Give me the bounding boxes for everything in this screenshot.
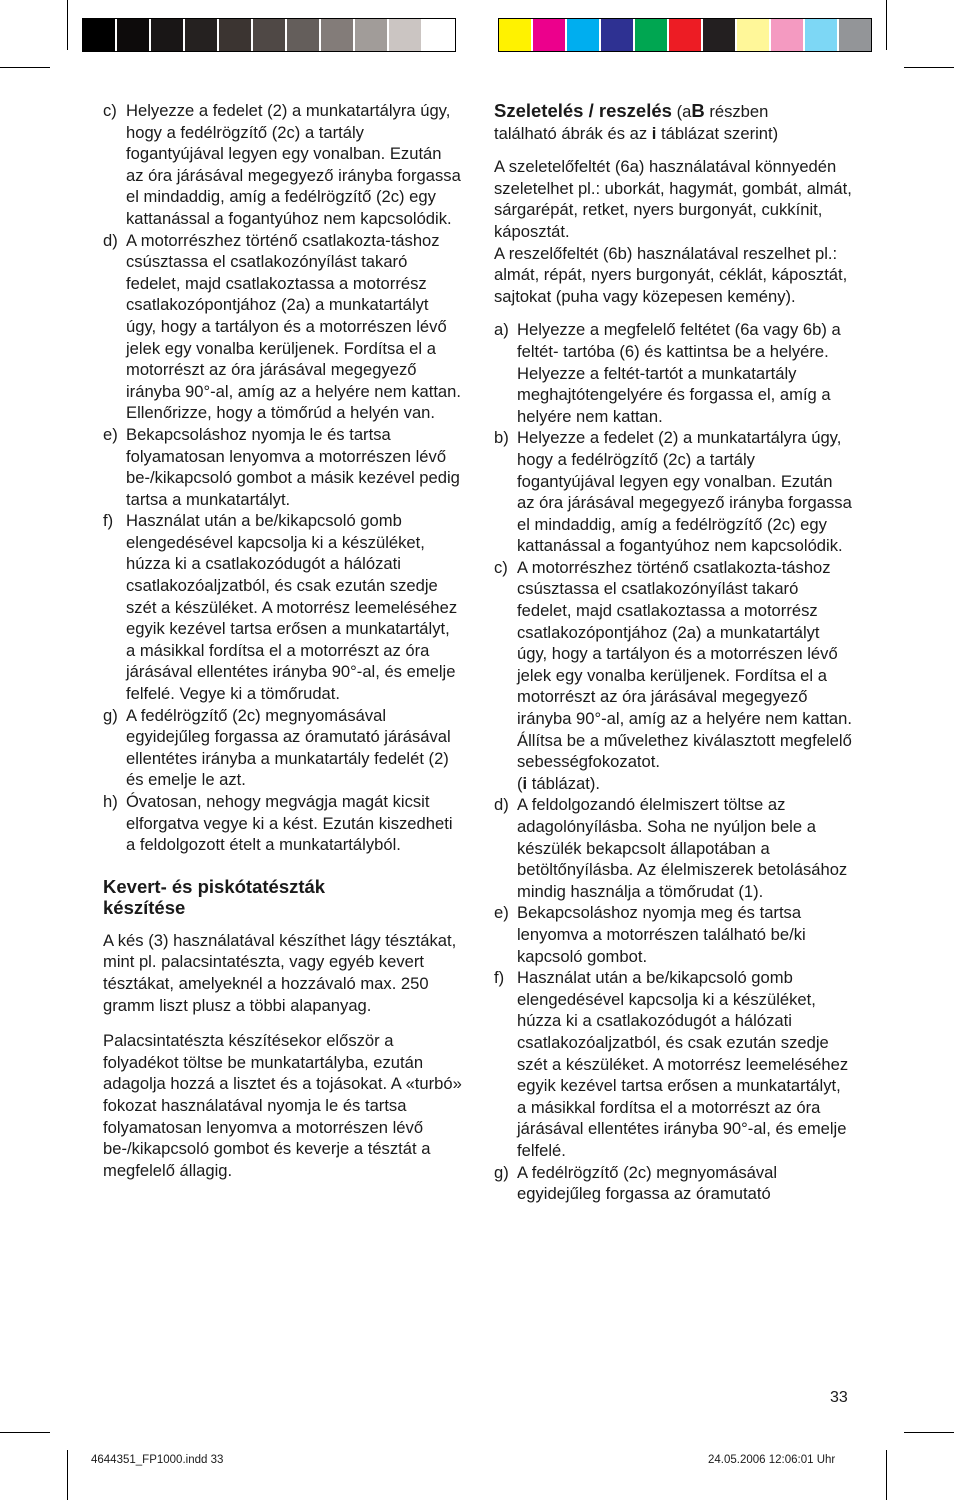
grayscale-calibration-bar: [82, 18, 456, 52]
heading-title: Szeletelés / reszelés: [494, 100, 672, 121]
crop-mark-tl-v: [67, 0, 68, 50]
list-marker: e): [103, 424, 118, 444]
list-item: [494, 967, 854, 1161]
list-marker: g): [103, 705, 118, 725]
list-text: Bekapcsoláshoz nyomja le és tartsa folyamatosan lenyomva a motorrészen lévő be-/kikapcsoló gombot a másik kezével pedig tartsa a munkatartályt.: [126, 424, 460, 509]
heading-ref-b: B: [691, 100, 705, 121]
crop-mark-br-v: [886, 1450, 887, 1500]
heading-ref-line2: található ábrák és az: [494, 123, 648, 143]
section-heading-batters: Kevert- és piskótatészták készítése: [103, 875, 326, 918]
list-text: Használat után a be/kikapcsoló gomb elengedésével kapcsolja ki a készüléket, húzza ki a csatlakozódugót a hálózati csatlakozóaljzatból, és csak ezután szedje szét a készüléket. A motorrész leemeléséhez egyik kezével tartsa erősen a munkatartályt, a másikkal fordítsa el a motorrészt az óra járásával ellentétes irányba 90°-al, és emelje felfelé. Vegye ki a tömőrudat.: [126, 511, 458, 704]
gray-swatch: [83, 19, 117, 51]
list-text: Használat után a be/kikapcsoló gomb elengedésével kapcsolja ki a készüléket, húzza ki a csatlakozódugót a hálózati csatlakozóaljzatból, és csak ezután szedje szét a készüléket. A motorrész leemeléséhez egyik kezével tartsa erősen a munkatartályt, a másikkal fordítsa el a motorrészt az óra járásával ellentétes irányba 90°-al, és emelje felfelé.: [517, 968, 849, 1160]
list-item: [103, 424, 463, 510]
list-text: Helyezze a fedelet (2) a munkatartályra úgy, hogy a fedélrögzítő (2c) a tartály fogantyújával legyen egy vonalban. Ezután az óra járásával megegyező irányba forgassa el mindaddig, amíg a fedélrögzítő (2c) egy kattanással a fogantyúhoz nem kapcsolódik.: [517, 428, 852, 556]
crop-mark-tr-h: [904, 67, 954, 68]
pancake-paragraph: Palacsintatészta készítésekor először a folyadékot töltse be munkatartályba, ezután adagolja hozzá a lisztet és a tojásokat. A «turbó» fokozat használatával nyomja le és tartsa folyamatosan lenyomva a motorrészen lévő be-/kikapcsoló gombot és keverje a tésztát a megfelelő állagig.: [103, 1031, 462, 1180]
list-text: A fedélrögzítő (2c) megnyomásával egyidejűleg forgassa az óramutató: [517, 1162, 778, 1204]
crop-mark-tl-h: [0, 67, 50, 68]
list-item: [494, 319, 854, 427]
list-text: Helyezze a megfelelő feltétet (6a vagy 6b) a feltét- tartóba (6) és kattintsa be a helyére. Helyezze a feltét-tartót a munkatartály meghajtótengelyére és forgassa el, amíg a helyére nem kattan.: [517, 320, 841, 426]
color-swatch: [567, 19, 601, 51]
process-color-bar: [498, 18, 872, 52]
list-text: A feldolgozandó élelmiszert töltse az adagolónyílásba. Soha ne nyúljon bele a készülék bekapcsolt állapotában a betöltőnyílásba. Az élelmiszerek betolásához mindig használja a tömőrudat (1).: [517, 795, 848, 901]
color-swatch: [839, 19, 871, 51]
list-item: [103, 705, 463, 791]
left-column: [103, 100, 463, 1189]
page-number: 33: [830, 1389, 848, 1406]
left-instruction-list: [103, 100, 463, 856]
list-item: [103, 510, 463, 704]
batter-intro-paragraph: A kés (3) használatával készíthet lágy tésztákat, mint pl. palacsintatészta, vagy egyéb kevert tésztákat, amelyeknél a hozzávaló max. 250 gramm liszt plusz a többi alapanyag.: [103, 930, 457, 1015]
color-swatch: [805, 19, 839, 51]
color-swatch: [601, 19, 635, 51]
color-swatch: [499, 19, 533, 51]
gray-swatch: [117, 19, 151, 51]
slug-filename: 4644351_FP1000.indd 33: [91, 1454, 224, 1466]
gray-swatch: [185, 19, 219, 51]
table-ref-open: (: [517, 773, 523, 793]
list-item: [494, 557, 854, 795]
heading-ref-table: táblázat szerint): [661, 123, 779, 143]
list-item: [103, 230, 463, 424]
list-marker: e): [494, 903, 509, 923]
gray-swatch: [253, 19, 287, 51]
list-marker: f): [103, 511, 114, 531]
slicing-paragraph: A szeletelőfeltét (6a) használatával könnyedén szeletelhet pl.: uborkát, hagymát, gombát, almát, sárgarépát, retket, nyers burgonyát, cukkínit, káposztát.: [494, 157, 852, 241]
gray-swatch: [219, 19, 253, 51]
crop-mark-bl-h: [0, 1432, 50, 1433]
color-swatch: [703, 19, 737, 51]
heading-ref-section: részben: [709, 102, 769, 121]
table-ref-close: táblázat).: [527, 773, 601, 793]
gray-swatch: [355, 19, 389, 51]
color-swatch: [669, 19, 703, 51]
right-instruction-list: [494, 319, 854, 1204]
color-swatch: [737, 19, 771, 51]
list-marker: f): [494, 968, 505, 988]
gray-swatch: [151, 19, 185, 51]
list-marker: h): [103, 792, 118, 811]
list-item: [494, 427, 854, 557]
list-marker: c): [494, 557, 508, 577]
list-text: Helyezze a fedelet (2) a munkatartályra úgy, hogy a fedélrögzítő (2c) a tartály fogantyújával legyen egy vonalban. Ezután az óra járásával megegyező irányba forgassa el mindaddig, amíg a fedélrögzítő (2c) egy kattanással a fogantyúhoz nem kapcsolódik.: [126, 101, 461, 228]
gray-swatch: [321, 19, 355, 51]
gray-swatch: [423, 19, 455, 51]
list-text: Bekapcsoláshoz nyomja meg és tartsa lenyomva a motorrészen található be/ki kapcsoló gombot.: [517, 903, 806, 966]
heading-ref-open: (a: [676, 102, 692, 121]
section-heading-slicing: [494, 100, 854, 144]
right-column: [494, 100, 854, 1205]
table-ref-i: i: [522, 773, 528, 793]
crop-mark-br-h: [904, 1432, 954, 1433]
slug-datetime: 24.05.2006 12:06:01 Uhr: [708, 1454, 836, 1466]
list-text: A fedélrögzítő (2c) megnyomásával egyidejűleg forgassa az óramutató járásával ellentétes irányba a munkatartály fedelét (2) és emelje le azt.: [126, 705, 451, 790]
list-marker: d): [103, 230, 118, 250]
list-text: A motorrészhez történő csatlakozta-táshoz csúsztassa el csatlakozónyílást takaró fedelet, majd csatlakoztassa a motorrész csatlakozópontjához (2a) a munkatartályt úgy, hogy a tartályon és a motorrészen lévő jelek egy vonalba kerüljenek. Fordítsa el a motorrészt az óra járásával megegyező irányba 90°-al, amíg az a helyére nem kattan. Állítsa be a művelethez kiválasztott megfelelő sebességfokozatot.: [517, 557, 853, 772]
list-item: [494, 794, 854, 902]
list-item: [103, 100, 463, 230]
list-text: A motorrészhez történő csatlakozta-táshoz csúsztassa el csatlakozónyílást takaró fedelet, majd csatlakoztassa a motorrész csatlakozópontjához (2a) a munkatartályt úgy, hogy a tartályon és a motorrészen lévő jelek egy vonalba kerüljenek. Fordítsa el a motorrészt az óra járásával megegyező irányba 90°-al, amíg az a helyére nem kattan. Ellenőrizze, hogy a tömőrúd a helyén van.: [126, 230, 462, 423]
list-marker: b): [494, 428, 509, 448]
list-marker: d): [494, 795, 509, 815]
color-swatch: [635, 19, 669, 51]
list-item: [494, 902, 854, 967]
crop-mark-tr-v: [886, 0, 887, 50]
list-marker: g): [494, 1162, 509, 1182]
list-item: [494, 1162, 854, 1205]
grating-paragraph: A reszelőfeltét (6b) használatával reszelhet pl.: almát, répát, nyers burgonyát, céklát, káposztát, sajtokat (puha vagy közepesen kemény).: [494, 243, 848, 306]
list-marker: a): [494, 320, 509, 340]
color-swatch: [533, 19, 567, 51]
list-text: Óvatosan, nehogy megvágja magát kicsit elforgatva vegye ki a kést. Ezután kiszedheti a feldolgozott ételt a munkatartályból.: [126, 792, 453, 855]
gray-swatch: [389, 19, 423, 51]
crop-mark-bl-v: [67, 1450, 68, 1500]
list-marker: c): [103, 101, 117, 120]
heading-ref-i: i: [651, 123, 657, 143]
color-swatch: [771, 19, 805, 51]
list-item: [103, 791, 463, 856]
gray-swatch: [287, 19, 321, 51]
